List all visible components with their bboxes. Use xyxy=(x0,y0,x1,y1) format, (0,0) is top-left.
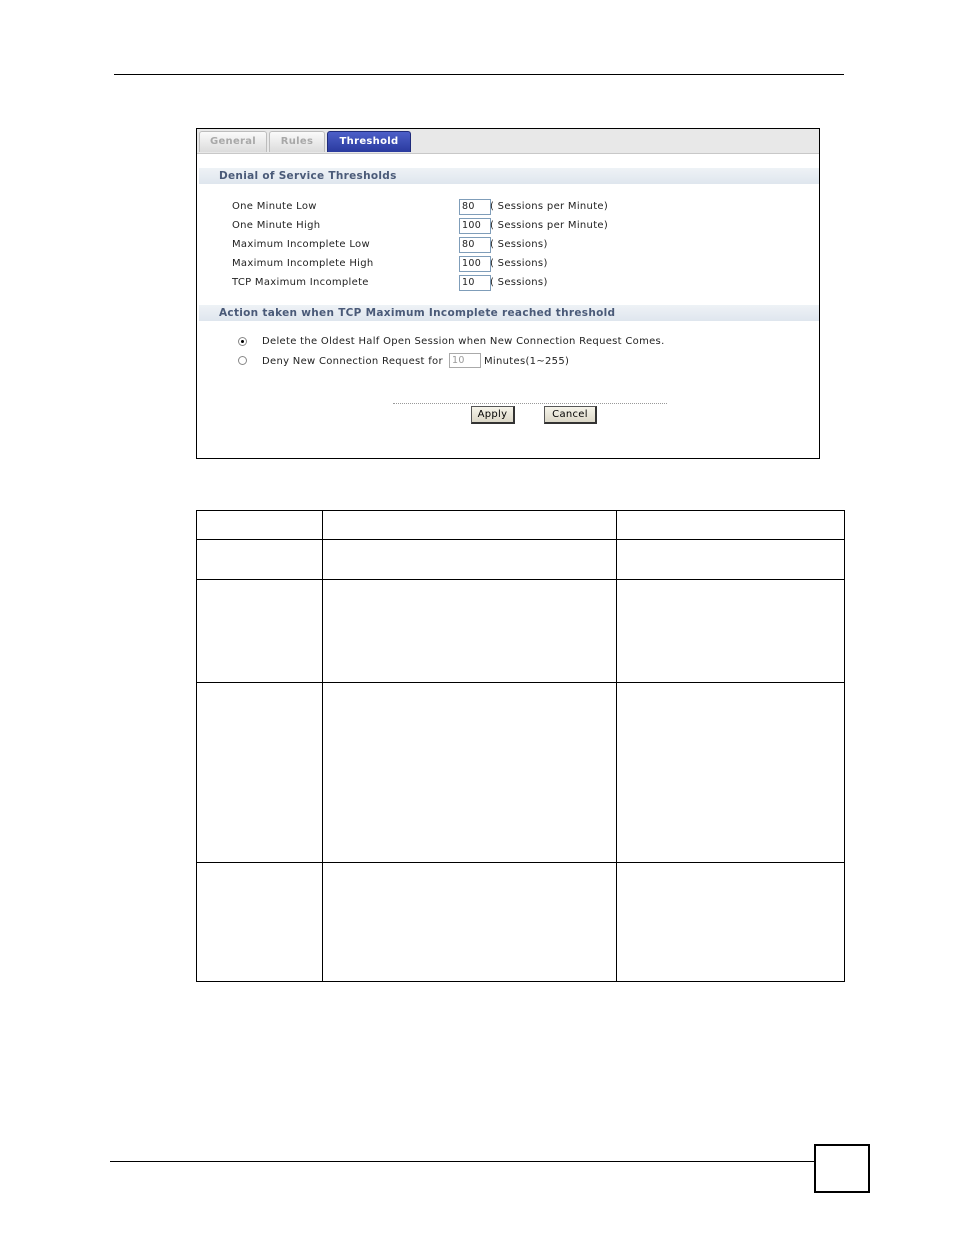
tab-rules[interactable]: Rules xyxy=(269,131,325,152)
deny-request-radio[interactable] xyxy=(238,356,247,365)
table-cell xyxy=(323,580,617,683)
table-cell xyxy=(197,863,323,982)
max-incomplete-low-unit: ( Sessions) xyxy=(490,239,548,250)
cancel-button[interactable]: Cancel xyxy=(544,406,597,424)
table-header-cell xyxy=(617,511,845,540)
deny-minutes-unit: Minutes(1~255) xyxy=(484,356,570,367)
one-minute-low-row xyxy=(232,199,792,215)
field-description-table xyxy=(196,510,845,982)
table-cell xyxy=(197,683,323,863)
apply-button[interactable]: Apply xyxy=(471,406,515,424)
table-row xyxy=(197,683,845,863)
tcp-max-incomplete-label: TCP Maximum Incomplete xyxy=(232,277,369,288)
one-minute-high-unit: ( Sessions per Minute) xyxy=(490,220,609,231)
footer-rule xyxy=(110,1161,814,1162)
one-minute-high-label: One Minute High xyxy=(232,220,321,231)
table-cell xyxy=(617,540,845,580)
max-incomplete-high-label: Maximum Incomplete High xyxy=(232,258,374,269)
table-cell xyxy=(323,863,617,982)
one-minute-low-input[interactable]: 80 xyxy=(459,199,491,215)
tab-bar xyxy=(197,129,819,154)
tcp-max-incomplete-row xyxy=(232,275,792,291)
delete-oldest-option-label: Delete the Oldest Half Open Session when New Connection Request Comes. xyxy=(262,336,665,347)
table-cell xyxy=(617,863,845,982)
one-minute-high-row xyxy=(232,218,792,234)
tab-general[interactable]: General xyxy=(199,131,267,152)
table-header-cell xyxy=(323,511,617,540)
table-cell xyxy=(197,580,323,683)
table-cell xyxy=(617,580,845,683)
max-incomplete-low-row xyxy=(232,237,792,253)
tab-threshold[interactable]: Threshold xyxy=(327,131,411,152)
table-cell xyxy=(617,683,845,863)
delete-oldest-radio[interactable] xyxy=(238,337,247,346)
dos-thresholds-heading: Denial of Service Thresholds xyxy=(199,168,819,184)
max-incomplete-high-input[interactable]: 100 xyxy=(459,256,491,272)
max-incomplete-high-row xyxy=(232,256,792,272)
max-incomplete-low-label: Maximum Incomplete Low xyxy=(232,239,370,250)
table-header-row xyxy=(197,511,845,540)
header-rule xyxy=(114,74,844,75)
threshold-settings-panel xyxy=(196,128,820,459)
one-minute-low-unit: ( Sessions per Minute) xyxy=(490,201,609,212)
tcp-max-incomplete-unit: ( Sessions) xyxy=(490,277,548,288)
page-number-box xyxy=(814,1144,870,1193)
deny-minutes-input[interactable]: 10 xyxy=(449,353,481,368)
button-separator xyxy=(393,403,667,404)
table-row xyxy=(197,540,845,580)
table-row xyxy=(197,863,845,982)
table-row xyxy=(197,580,845,683)
table-header-cell xyxy=(197,511,323,540)
action-section-heading: Action taken when TCP Maximum Incomplete reached threshold xyxy=(199,305,819,321)
table-cell xyxy=(323,683,617,863)
max-incomplete-low-input[interactable]: 80 xyxy=(459,237,491,253)
max-incomplete-high-unit: ( Sessions) xyxy=(490,258,548,269)
deny-request-option-label: Deny New Connection Request for xyxy=(262,356,443,367)
one-minute-low-label: One Minute Low xyxy=(232,201,317,212)
table-cell xyxy=(323,540,617,580)
one-minute-high-input[interactable]: 100 xyxy=(459,218,491,234)
table-cell xyxy=(197,540,323,580)
tcp-max-incomplete-input[interactable]: 10 xyxy=(459,275,491,291)
